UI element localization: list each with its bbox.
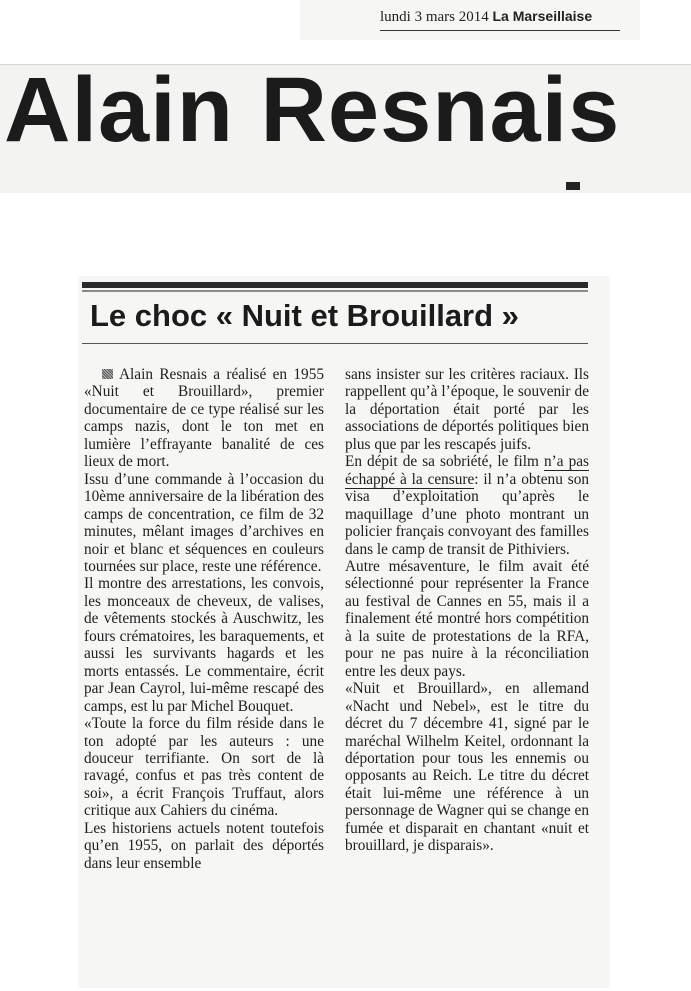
paragraph: «Nuit et Brouillard», en allemand «Nacht und Nebel», est le titre du décret du 7 décembre 41, signé par le maréchal Wilhelm Keitel, ordonnant la déportation pour tous les ennemis ou opposants au Reich. Le titre du décret était lui-même une référence à un personnage de Wagner qui se change en fumée et disparait en chantant «nuit et brouillard, je disparais». xyxy=(345,680,589,855)
title-rule xyxy=(82,282,588,288)
censure-underline: n’a pas échappé à la censure xyxy=(345,453,590,488)
article-title: Le choc « Nuit et Brouillard » xyxy=(90,298,519,333)
paragraph: En dépit de sa sobriété, le film n’a pas échappé à la censure: il n’a obtenu son visa d’exploitation qu’après le maquillage d’une photo montrant un policier français convoyant des familles dans le camp de transit de Pithiviers. xyxy=(345,453,590,558)
headline-fragment xyxy=(566,182,580,190)
paragraph: Autre mésaventure, le film avait été sélectionné pour représenter la France au festival de Cannes en 55, mais il a finalement été montré hors compétition à la suite de protestations de la RFA, pour ne pas nuire à la réconciliation entre les deux pays. xyxy=(345,557,589,680)
date-text: lundi 3 mars 2014 xyxy=(380,9,489,25)
paragraph: Les historiens actuels notent toutefois qu’en 1955, on parlait des déportés dans leur ensemble xyxy=(84,819,324,872)
article-column-right xyxy=(345,366,589,855)
paragraph: Il montre des arrestations, les convois, les monceaux de cheveux, de valises, de vêtements stockés à Auschwitz, les fours crématoires, les baraquements, et aussi les survivants hagards et les morts entassés. Le commentaire, écrit par Jean Cayrol, lui-même rescapé des camps, est lu par Michel Bouquet. xyxy=(84,575,324,715)
bullet-icon xyxy=(102,369,113,379)
title-divider xyxy=(82,343,588,344)
paragraph: Alain Resnais a réalisé en 1955 «Nuit et Brouillard», premier documentaire de ce type réalisé sur les camps nazis, dont le ton met en lumière l’effrayante banalité de ces lieux de mort. xyxy=(84,366,324,471)
headline: Alain Resnais xyxy=(4,59,621,161)
dateline xyxy=(380,8,620,31)
paragraph: Issu d’une commande à l’occasion du 10ème anniversaire de la libération des camps de concentration, ce film de 32 minutes, mêlant images d’archives en noir et blanc et séquences en couleurs tournées sur place, reste une référence. xyxy=(84,470,324,575)
newspaper-name: La Marseillaise xyxy=(492,8,593,24)
title-rule-thin xyxy=(82,290,588,292)
article-column-left xyxy=(84,366,324,872)
paragraph: «Toute la force du film réside dans le ton adopté par les auteurs : une douceur terrifiante. On sort de là ravagé, confus et pas très content de soi», a écrit François Truffaut, alors critique aux Cahiers du cinéma. xyxy=(84,715,324,820)
paragraph: sans insister sur les critères raciaux. Ils rappellent qu’à l’époque, le souvenir de la déportation était porté par les associations de déportés politiques bien plus que par les rescapés juifs. xyxy=(345,366,589,453)
